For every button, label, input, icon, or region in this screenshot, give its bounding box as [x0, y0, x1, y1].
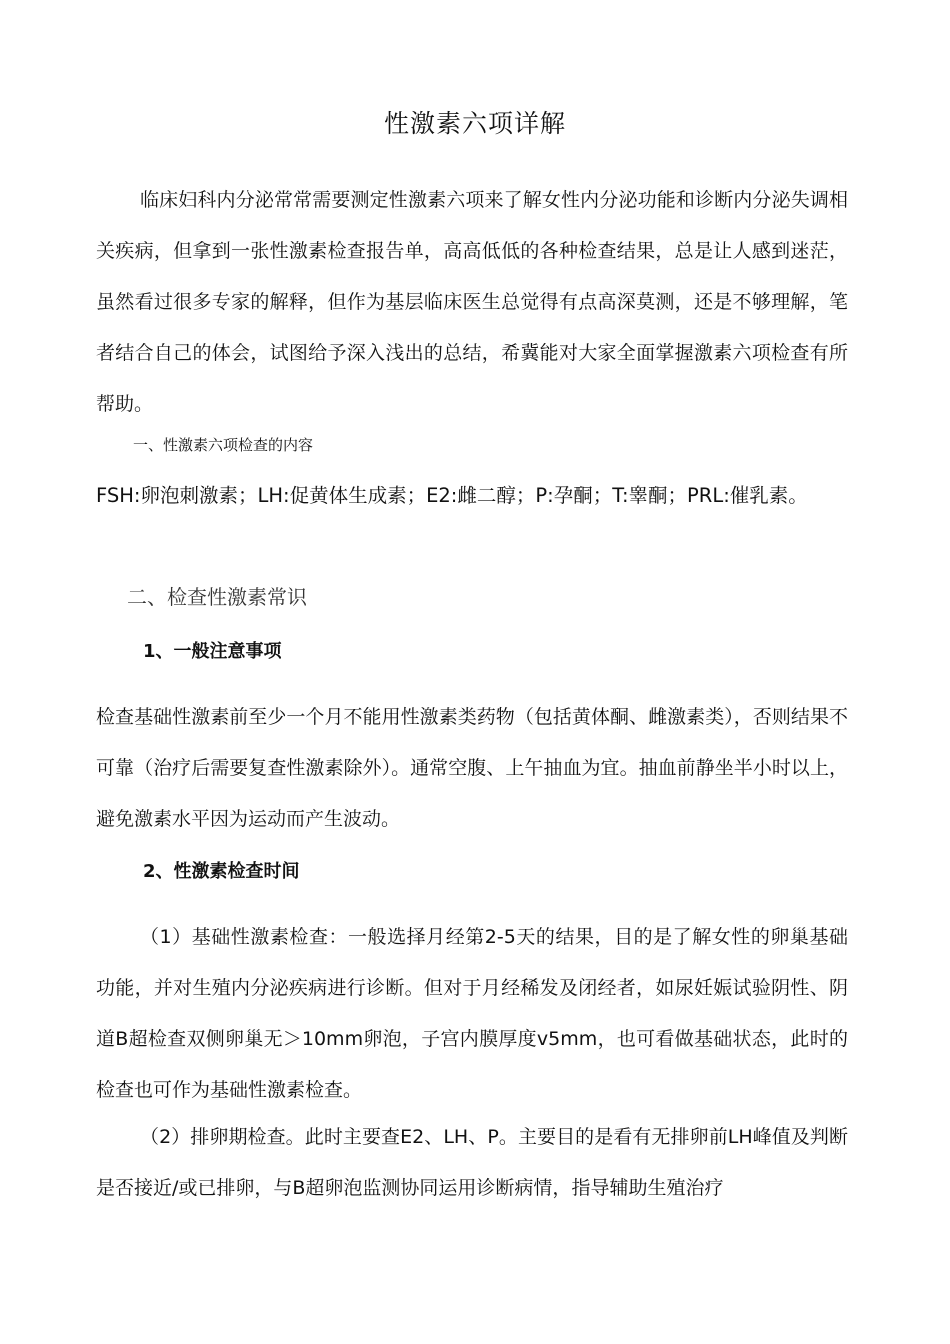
subsection1-heading: 1、一般注意事项 — [143, 641, 282, 662]
subsection1-paragraph: 检查基础性激素前至少一个月不能用性激素类药物（包括黄体酮、雌激素类），否则结果不可靠（治疗后需要复查性激素除外）。通常空腹、上午抽血为宜。抽血前静坐半小时以上，避免激素水平因为运动而产生波动。 — [96, 706, 848, 830]
intro-paragraph: 临床妇科内分泌常常需要测定性激素六项来了解女性内分泌功能和诊断内分泌失调相关疾病，但拿到一张性激素检查报告单，高高低低的各种检查结果，总是让人感到迷茫，虽然看过很多专家的解释，但作为基层临床医生总觉得有点高深莫测，还是不够理解，笔者结合自己的体会，试图给予深入浅出的总结，希冀能对大家全面掌握激素六项检查有所帮助。 — [96, 189, 848, 415]
section1-content: FSH:卵泡刺激素；LH:促黄体生成素；E2:雌二醇；P:孕酮；T:睾酮；PRL:催乳素。 — [96, 484, 808, 507]
document-title: 性激素六项详解 — [383, 109, 566, 138]
section1-heading: 一、性激素六项检查的内容 — [133, 436, 314, 454]
section2-heading: 二、检查性激素常识 — [127, 585, 307, 609]
subsection2-heading: 2、性激素检查时间 — [143, 861, 300, 882]
subsection2-paragraph-1: （1）基础性激素检查：一般选择月经第2-5天的结果，目的是了解女性的卵巢基础功能，并对生殖内分泌疾病进行诊断。但对于月经稀发及闭经者，如尿妊娠试验阴性、阴道B超检查双侧卵巢无＞10mm卵泡，子宫内膜厚度v5mm，也可看做基础状态，此时的检查也可作为基础性激素检查。 — [96, 926, 848, 1101]
subsection2-paragraph-2: （2）排卵期检查。此时主要查E2、LH、P。主要目的是看有无排卵前LH峰值及判断是否接近/或已排卵，与B超卵泡监测协同运用诊断病情，指导辅助生殖治疗 — [96, 1126, 848, 1199]
